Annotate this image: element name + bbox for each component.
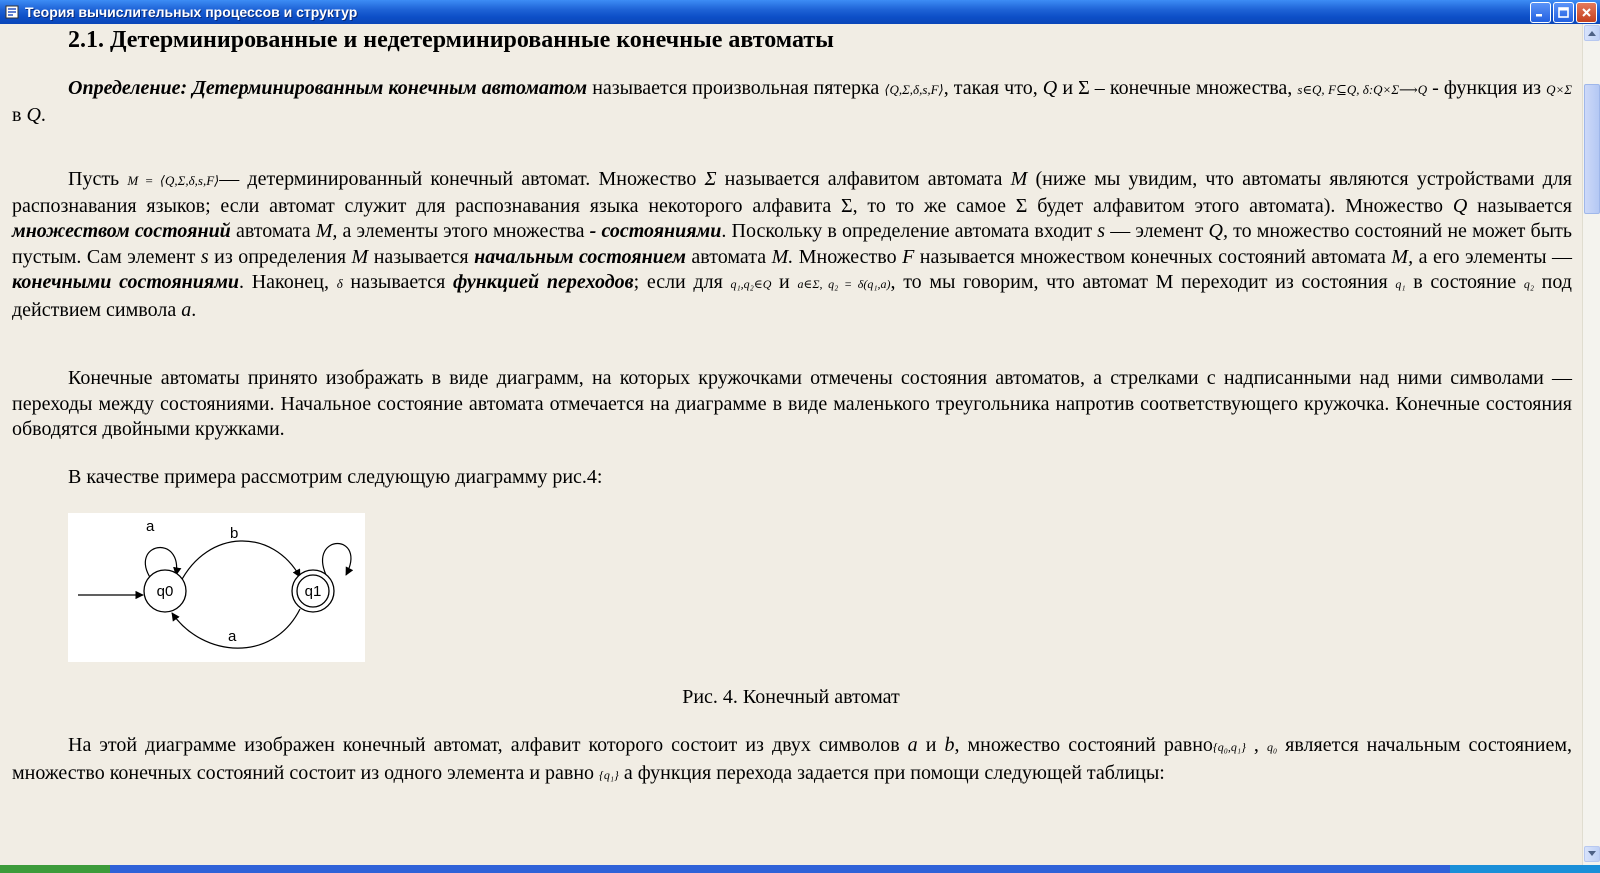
- scroll-down-icon: [1588, 851, 1596, 857]
- app-icon[interactable]: [3, 3, 21, 21]
- scroll-up-button[interactable]: [1584, 25, 1600, 41]
- automaton-diagram: [68, 513, 365, 662]
- diagram-conventions-paragraph: Конечные автоматы принято изображать в виде диаграмм, на которых кружочками отмечены состояния автоматов, а стрелками с надписанными над ними символами — переходы между состояниями. Начальное состояние автомата отмечается на диаграмме в виде маленького треугольника напротив соответствующего кружочка. Конечные состояния обводятся двойными кружками.: [12, 367, 1572, 440]
- loop-q0-label: a: [146, 518, 155, 535]
- close-icon: [1581, 7, 1592, 18]
- section-heading: 2.1. Детерминированные и недетерминированные конечные автоматы: [68, 27, 834, 53]
- state-q1-label: q1: [304, 583, 322, 600]
- scroll-up-icon: [1588, 30, 1596, 36]
- window-title: Теория вычислительных процессов и структур: [25, 4, 358, 20]
- state-q0-label: q0: [156, 583, 174, 600]
- example-intro-paragraph: В качестве примера рассмотрим следующую диаграмму рис.4:: [68, 466, 603, 488]
- vertical-scrollbar[interactable]: [1582, 24, 1600, 865]
- maximize-icon: [1558, 7, 1569, 18]
- automaton-description-paragraph: Пусть M = ⟨Q,Σ,δ,s,F⟩— детерминированный конечный автомат. Множество Σ называется алфавитом автомата M (ниже мы увидим, что автоматы являются устройствами для распознавания языков; если автомат служит для распознавания языка некоторого алфавита Σ, то то же самое Σ будет алфавитом этого автомата). Множество Q называется множеством состояний автомата M, а элементы этого множества - состояниями. Поскольку в определение автомата входит s — элемент Q, то множество состояний не может быть пустым. Сам элемент s из определения M называется начальным состоянием автомата M. Множество F называется множеством конечных состояний автомата M, а его элементы — конечными состояниями. Наконец, δ называется функцией переходов; если для q₁,q₂∈Q и a∈Σ, q₂ = δ(q₁,a), то мы говорим, что автомат М переходит из состояния q₁ в состояние q₂ под действием символа a.: [12, 168, 1573, 321]
- arc-q0-q1-label: b: [230, 525, 239, 542]
- definition-paragraph: Определение: Детерминированным конечным автоматом называется произвольная пятерка ⟨Q,Σ,δ,s,F⟩, такая что, Q и Σ – конечные множества, s∈Q, F⊆Q, δ:Q×Σ⟶Q - функция из Q×Σ в Q.: [12, 77, 1573, 126]
- document-view[interactable]: [0, 24, 1582, 865]
- arc-q1-q0-label: a: [228, 628, 237, 645]
- window-titlebar[interactable]: [0, 0, 1600, 24]
- figure-caption: Рис. 4. Конечный автомат: [682, 686, 900, 708]
- scroll-down-button[interactable]: [1584, 846, 1600, 862]
- close-button[interactable]: [1576, 2, 1597, 23]
- minimize-button[interactable]: [1530, 2, 1551, 23]
- minimize-icon: [1535, 7, 1546, 18]
- taskbar-strip: [0, 865, 1600, 873]
- maximize-button[interactable]: [1553, 2, 1574, 23]
- diagram-explanation-paragraph: На этой диаграмме изображен конечный автомат, алфавит которого состоит из двух символов a и b, множество состояний равно{q₀,q₁} , q₀ является начальным состоянием, множество конечных состояний состоит из одного элемента и равно {q₁} а функция перехода задается при помощи следующей таблицы:: [12, 734, 1572, 784]
- scrollbar-thumb[interactable]: [1584, 84, 1600, 214]
- loop-q1: [323, 544, 351, 576]
- arc-q0-q1: [180, 541, 300, 583]
